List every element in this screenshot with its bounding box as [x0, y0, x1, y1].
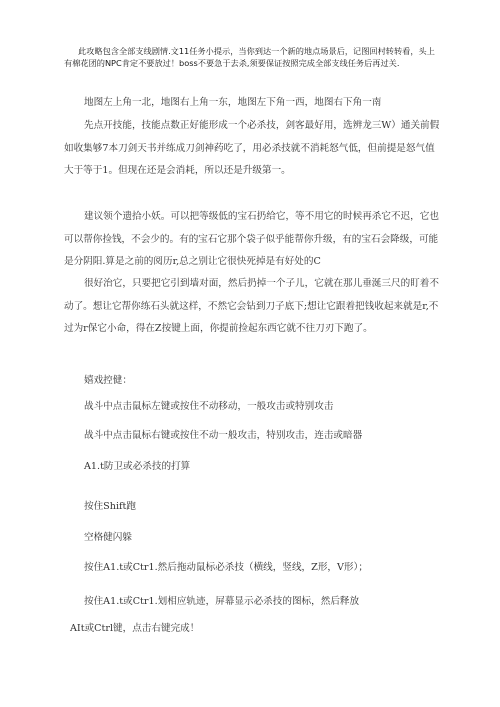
controls-heading: 嬉戏控健：: [84, 375, 132, 386]
control-line: A1.t防卫或必杀技的打算: [84, 461, 191, 472]
control-line: 按住Shift跑: [84, 501, 137, 512]
control-line: 战斗中点击鼠标右键或按住不动一般攻击，特别攻击，连击或暗器: [84, 430, 363, 441]
map-directions: 地图左上角一北，地图右上角一东，地图左下角一西，地图右下角一南: [84, 97, 382, 108]
control-line: 战斗中点击鼠标左键或按住不动移动，一般攻击或特别攻击: [84, 401, 334, 412]
control-line: AIt或Ctrl键，点击右键完成！: [70, 623, 200, 634]
skill-paragraph: 先点开技能，技能点数正好能形成一个必杀技，剑客最好用，选辨龙三W）通关前假如收集够7本刀剑天书并练成刀剑神药吃了，用必杀技就不消耗怒气低，但前提是怒气值大于等于1。但现在还是会消耗，所以还是升级第一。: [64, 120, 440, 176]
continuation-paragraph: 很好治它，只要把它引到墙对面，然后扔掉一个子儿，它就在那儿垂涎三尺的盯着不动了。想让它帮你练石头就这样，不然它会钻到刀子底下;想让它跟着把钱收起来就是r,不过为r保它小命，得在Z按键上面，你提前捡起东西它就不往刀刃下跑了。: [64, 278, 439, 334]
control-line: 按住A1.t或Ctr1.然后拖动鼠标必杀技（横线，竖线，Z形，V形）；: [84, 562, 368, 573]
guide-notice: 此攻略包含全部支线剧情.文11任务小提示，当你到达一个新的地点场景后，记图回村转转看，头上有棉花团的NPC肯定不要放过！boss不要急于去杀,须要保证按照完成全部支线任务后再过关.: [64, 46, 435, 68]
control-line: 空格健闪躲: [84, 532, 132, 543]
control-line: 按住A1.t或Ctr1.划相应轨迹，屏幕显示必杀技的图标，然后释放: [84, 596, 360, 607]
pet-paragraph: 建议领个遗拾小妖。可以把等级低的宝石扔给它，等不用它的时候再杀它不迟，它也可以帮你捡钱，不会少的。有的宝石它那个袋子似乎能帮你升级，有的宝石会降级，可能是分阴阳.算是之前的阅历r,总之别让它很快死掉是有好处的C: [64, 211, 439, 267]
